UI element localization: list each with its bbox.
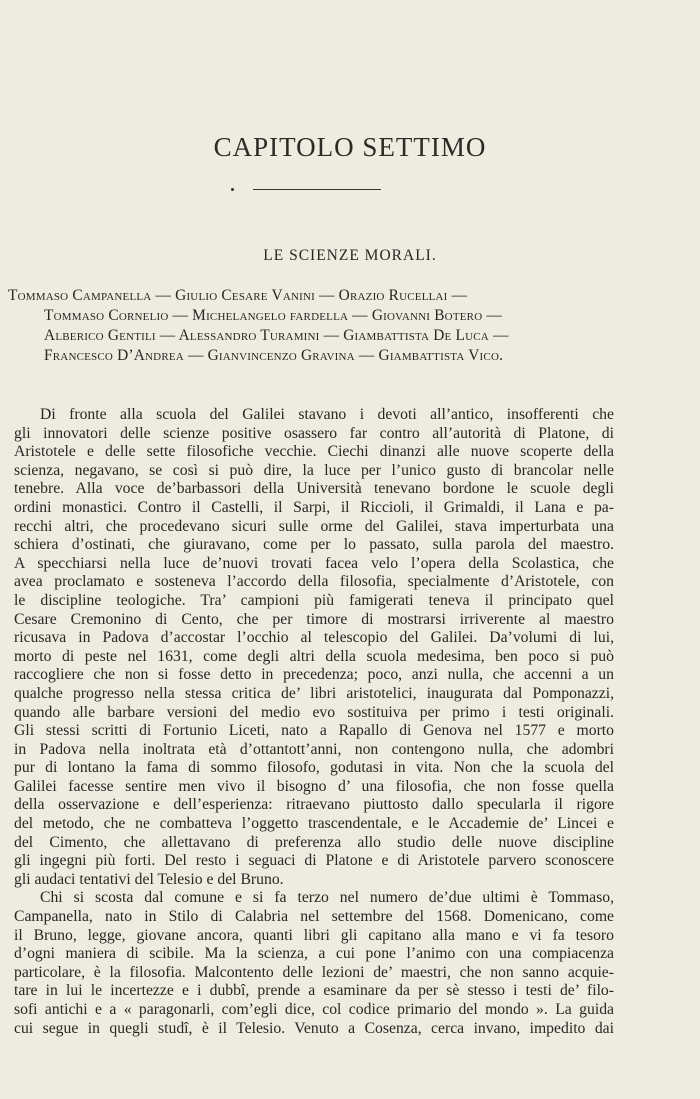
summary-line: Tommaso Cornelio — Michelangelo fardella — Giovanni Botero — — [44, 307, 502, 324]
summary-line: Francesco D’Andrea — Gianvincenzo Gravina — Giambattista Vico. — [44, 347, 504, 364]
text-line: A specchiarsi nella luce de’nuovi trovati facea velo l’opera della Scolastica, che — [14, 554, 614, 572]
text-line: pur di lontano la fama di sommo filosofo, godutasi in vita. Non che la scuola del — [14, 759, 614, 777]
summary-line: Tommaso Campanella — Giulio Cesare Vanini — Orazio Rucellai — — [8, 287, 468, 304]
text-line: in Padova nella inoltrata età d’ottantott’anni, non contengono nulla, che adombri — [14, 740, 614, 758]
text-line: quando alle barbare versioni del medio evo sostituiva per primo i testi originali. — [14, 703, 614, 721]
text-line: le discipline teologiche. Tra’ campioni più famigerati teneva il principato quel — [14, 591, 614, 609]
chapter-title: CAPITOLO SETTIMO — [213, 132, 487, 162]
text-line: gli audaci tentativi del Telesio e del Bruno. — [14, 870, 284, 888]
text-line: raccogliere che non si fosse detto in precedenza; poco, anzi nulla, che accenni a un — [14, 666, 614, 684]
text-line: sofi antichi e a « paragonarli, com’egli dice, col codice primario del mondo ». La guida — [14, 1001, 614, 1018]
text-line: schiera d’ostinati, che giuravano, come per lo passato, sulla parola del maestro. — [14, 536, 614, 554]
text-line: Cesare Cremonino di Cento, che per timore di mostrarsi irriverente al maestro — [14, 610, 614, 628]
chapter-summary — [8, 286, 608, 366]
text-line: tare in lui le incertezze e i dubbî, prende a esaminare da per sè stesso i testi de’ filo- — [14, 982, 614, 1000]
section-title: LE SCIENZE MORALI. — [263, 247, 437, 264]
text-line: morto di peste nel 1631, come degli altri della scuola medesima, ben poco si può — [14, 647, 614, 665]
text-line: gli ingegni più forti. Del resto i seguaci di Platone e di Aristotele parvero sconoscere — [14, 852, 614, 870]
text-line: del Cimento, che allettavano di preferenza allo studio delle nuove discipline — [14, 833, 614, 851]
text-line: della osservazione e dell’esperienza: ritraevano piuttosto dallo specularla il rigore — [14, 796, 614, 814]
text-line: avea proclamato e sosteneva l’accordo della filosofia, specialmente d’Aristotele, con — [14, 573, 614, 591]
text-line: ordini monastici. Contro il Castelli, il Sarpi, il Riccioli, il Grimaldi, il Lana e pa- — [14, 498, 614, 516]
text-line: Galilei facesse sentire men vivo il bisogno d’ una filosofia, che non fosse quella — [14, 777, 614, 795]
text-line: ricusava in Padova d’accostar l’occhio al telescopio del Galilei. Da’volumi di lui, — [14, 629, 614, 647]
text-line: Chi si scosta dal comune e si fa terzo nel numero de’due ultimi è Tommaso, — [40, 889, 614, 907]
text-line: d’ogni maniera di scibile. Ma la scienza, a cui pone l’animo con una compiacenza — [14, 945, 614, 963]
body-text — [14, 406, 614, 1038]
text-line: particolare, è la filosofia. Malcontento delle lezioni de’ maestri, che non sanno acquie- — [14, 963, 614, 981]
text-line: Campanella, nato in Stilo di Calabria nel settembre del 1568. Domenicano, come — [14, 908, 614, 926]
text-line: recchi altri, che procedevano sicuri sulle orme del Galilei, stava imperturbata una — [14, 517, 614, 535]
text-line: il Bruno, legge, giovane ancora, quanti libri gli capitano alla mano e vi fa tesoro — [14, 926, 614, 944]
text-line: scienza, negavano, se così si può dire, la luce per l’unico gusto di brancolar nelle — [14, 461, 614, 479]
text-line: cui segue in quegli studî, è il Telesio. Venuto a Cosenza, cerca invano, impedito dai — [14, 1019, 614, 1037]
ornament-dot — [231, 188, 234, 191]
text-line: gli innovatori delle scienze positive osassero far contro all’autorità di Platone, di — [14, 424, 614, 442]
text-line: tenebre. Alla voce de’barbassori della Università tenevano bordone le scuole degli — [14, 480, 614, 498]
text-line: del metodo, che ne combatteva l’oggetto trascendentale, e le Accademie de’ Lincei e — [14, 815, 614, 833]
text-line: qualche progresso nella stessa critica de’ libri aristotelici, inaugurata dal Pomponazzi, — [14, 684, 614, 702]
text-line: Aristotele e delle sette filosofiche vecchie. Ciechi dinanzi alle nuove scoperte della — [14, 443, 614, 461]
text-line: Gli stessi scritti di Fortunio Liceti, nato a Rapallo di Genova nel 1577 e morto — [14, 722, 614, 740]
chapter-ornament — [231, 187, 401, 193]
summary-line: Alberico Gentili — Alessandro Turamini — Giambattista De Luca — — [44, 327, 509, 344]
ornament-rule — [253, 189, 381, 190]
text-line: Di fronte alla scuola del Galilei stavano i devoti all’antico, insofferenti che — [40, 406, 614, 423]
